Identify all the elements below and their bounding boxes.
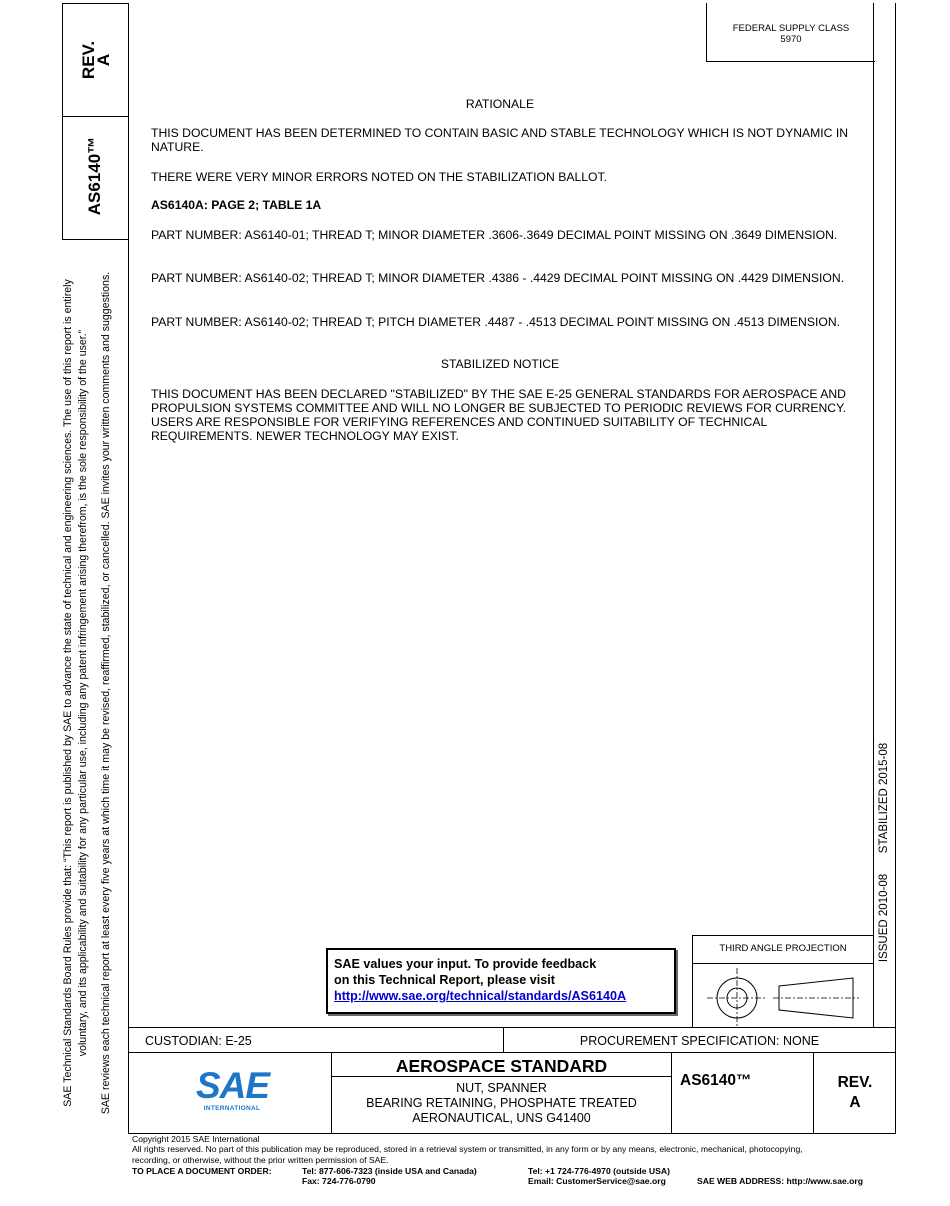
frame-top-line xyxy=(62,3,128,4)
copyright-line3: recording, or otherwise, without the prior written permission of SAE. xyxy=(132,1154,389,1165)
feedback-line1: SAE values your input. To provide feedback xyxy=(334,957,597,971)
feedback-link[interactable]: http://www.sae.org/technical/standards/AS6140A xyxy=(334,989,627,1003)
sidebar-rev-label: REV. xyxy=(79,40,98,80)
order-tel-usa: Tel: 877-606-7323 (inside USA and Canada) xyxy=(302,1166,477,1176)
paragraph-part-01: PART NUMBER: AS6140-01; THREAD T; MINOR DIAMETER .3606-.3649 DECIMAL POINT MISSING ON .3649 DIMENSION. xyxy=(151,228,838,242)
feedback-line2: on this Technical Report, please visit xyxy=(334,973,555,987)
frame-right-strip-left xyxy=(873,3,874,1028)
sidebar-disclaimer-line2: voluntary, and its applicability and suitability for any particular use, including any patent infringement arising therefrom, is the sole responsibility of the user.” xyxy=(77,329,89,1057)
title-cell xyxy=(332,1053,672,1077)
custodian-text: CUSTODIAN: E-25 xyxy=(145,1034,252,1048)
rationale-heading: RATIONALE xyxy=(465,97,535,111)
frame-docnum-bottom xyxy=(62,239,128,240)
sidebar-doc-number: AS6140™ xyxy=(85,136,104,216)
sidebar-rev-letter: A xyxy=(94,53,113,67)
doc-number-cell xyxy=(672,1053,814,1134)
rev-cell xyxy=(814,1053,896,1134)
copyright-line2: All rights reserved. No part of this publication may be reproduced, stored in a retrieval system or transmitted, in any form or by any means, electronic, mechanical, photocopying, xyxy=(132,1144,803,1155)
feedback-box xyxy=(326,948,676,1014)
procurement-text: PROCUREMENT SPECIFICATION: NONE xyxy=(579,1034,820,1048)
order-web[interactable]: SAE WEB ADDRESS: http://www.sae.org xyxy=(697,1176,863,1187)
frame-left-line xyxy=(62,3,63,240)
paragraph-part-02-pitch: PART NUMBER: AS6140-02; THREAD T; PITCH DIAMETER .4487 - .4513 DECIMAL POINT MISSING ON .4513 DIMENSION. xyxy=(151,315,841,329)
order-email[interactable]: Email: CustomerService@sae.org xyxy=(528,1176,666,1187)
footer-rev-label: REV. xyxy=(837,1074,873,1091)
order-tel-outside: Tel: +1 724-776-4970 (outside USA) xyxy=(528,1166,670,1176)
sidebar-disclaimer-line1: SAE Technical Standards Board Rules provide that: “This report is published by SAE to advance the state of technical and engineering sciences. The use of this report is entirely xyxy=(62,279,74,1107)
description-line1: NUT, SPANNER xyxy=(456,1081,547,1095)
stabilized-date: STABILIZED 2015-08 xyxy=(878,742,890,854)
order-info xyxy=(132,1166,892,1190)
sae-logo-subtext: INTERNATIONAL xyxy=(203,1105,261,1112)
sae-logo-text: SAE xyxy=(196,1065,270,1106)
sidebar-disclaimer-line3: SAE reviews each technical report at least every five years at which time it may be revised, reaffirmed, stabilized, or cancelled. SAE invites your written comments and suggestions. xyxy=(100,271,112,1115)
issued-date: ISSUED 2010-08 xyxy=(878,873,890,963)
federal-supply-label: FEDERAL SUPPLY CLASS xyxy=(732,23,850,34)
procurement-cell xyxy=(504,1027,896,1053)
sidebar-rev xyxy=(81,20,111,100)
sae-logo xyxy=(196,1065,270,1114)
paragraph-minor-errors: THERE WERE VERY MINOR ERRORS NOTED ON THE STABILIZATION BALLOT. xyxy=(151,170,607,184)
projection-box xyxy=(692,935,874,1028)
projection-symbol-icon xyxy=(693,964,874,1028)
copyright-block xyxy=(132,1134,892,1165)
paragraph-basic-technology: THIS DOCUMENT HAS BEEN DETERMINED TO CONTAIN BASIC AND STABLE TECHNOLOGY WHICH IS NOT DYNAMIC IN NATURE. xyxy=(151,126,849,154)
frame-right-strip-right xyxy=(895,3,896,1134)
stabilized-notice-heading: STABILIZED NOTICE xyxy=(440,357,560,371)
paragraph-table-ref: AS6140A: PAGE 2; TABLE 1A xyxy=(151,198,322,212)
footer-doc-number: AS6140™ xyxy=(680,1072,752,1089)
copyright-line1: Copyright 2015 SAE International xyxy=(132,1134,260,1144)
federal-supply-value: 5970 xyxy=(780,34,802,45)
federal-supply-box xyxy=(706,3,875,62)
frame-inner-line xyxy=(128,3,129,1134)
footer-rev-letter: A xyxy=(849,1094,861,1111)
custodian-cell xyxy=(128,1027,504,1053)
paragraph-stabilized-notice: THIS DOCUMENT HAS BEEN DECLARED "STABILIZED" BY THE SAE E-25 GENERAL STANDARDS FOR AEROSPACE AND PROPULSION SYSTEMS COMMITTEE AND WILL NO LONGER BE SUBJECTED TO PERIODIC REVIEWS FOR CURRENCY. USERS ARE RESPONSIBLE FOR VERIFYING REFERENCES AND CONTINUED SUITABILITY OF TECHNICAL REQUIREMENTS. NEWER TECHNOLOGY MAY EXIST. xyxy=(151,387,847,443)
projection-label: THIRD ANGLE PROJECTION xyxy=(719,943,847,954)
paragraph-part-02-minor: PART NUMBER: AS6140-02; THREAD T; MINOR DIAMETER .4386 - .4429 DECIMAL POINT MISSING ON .4429 DIMENSION. xyxy=(151,271,845,285)
order-label: TO PLACE A DOCUMENT ORDER: xyxy=(132,1166,272,1176)
order-fax: Fax: 724-776-0790 xyxy=(302,1176,376,1187)
document-title: AEROSPACE STANDARD xyxy=(395,1056,608,1076)
description-line3: AERONAUTICAL, UNS G41400 xyxy=(412,1111,591,1125)
logo-cell xyxy=(128,1053,332,1134)
description-cell xyxy=(332,1077,672,1134)
description-line2: BEARING RETAINING, PHOSPHATE TREATED xyxy=(366,1096,637,1110)
